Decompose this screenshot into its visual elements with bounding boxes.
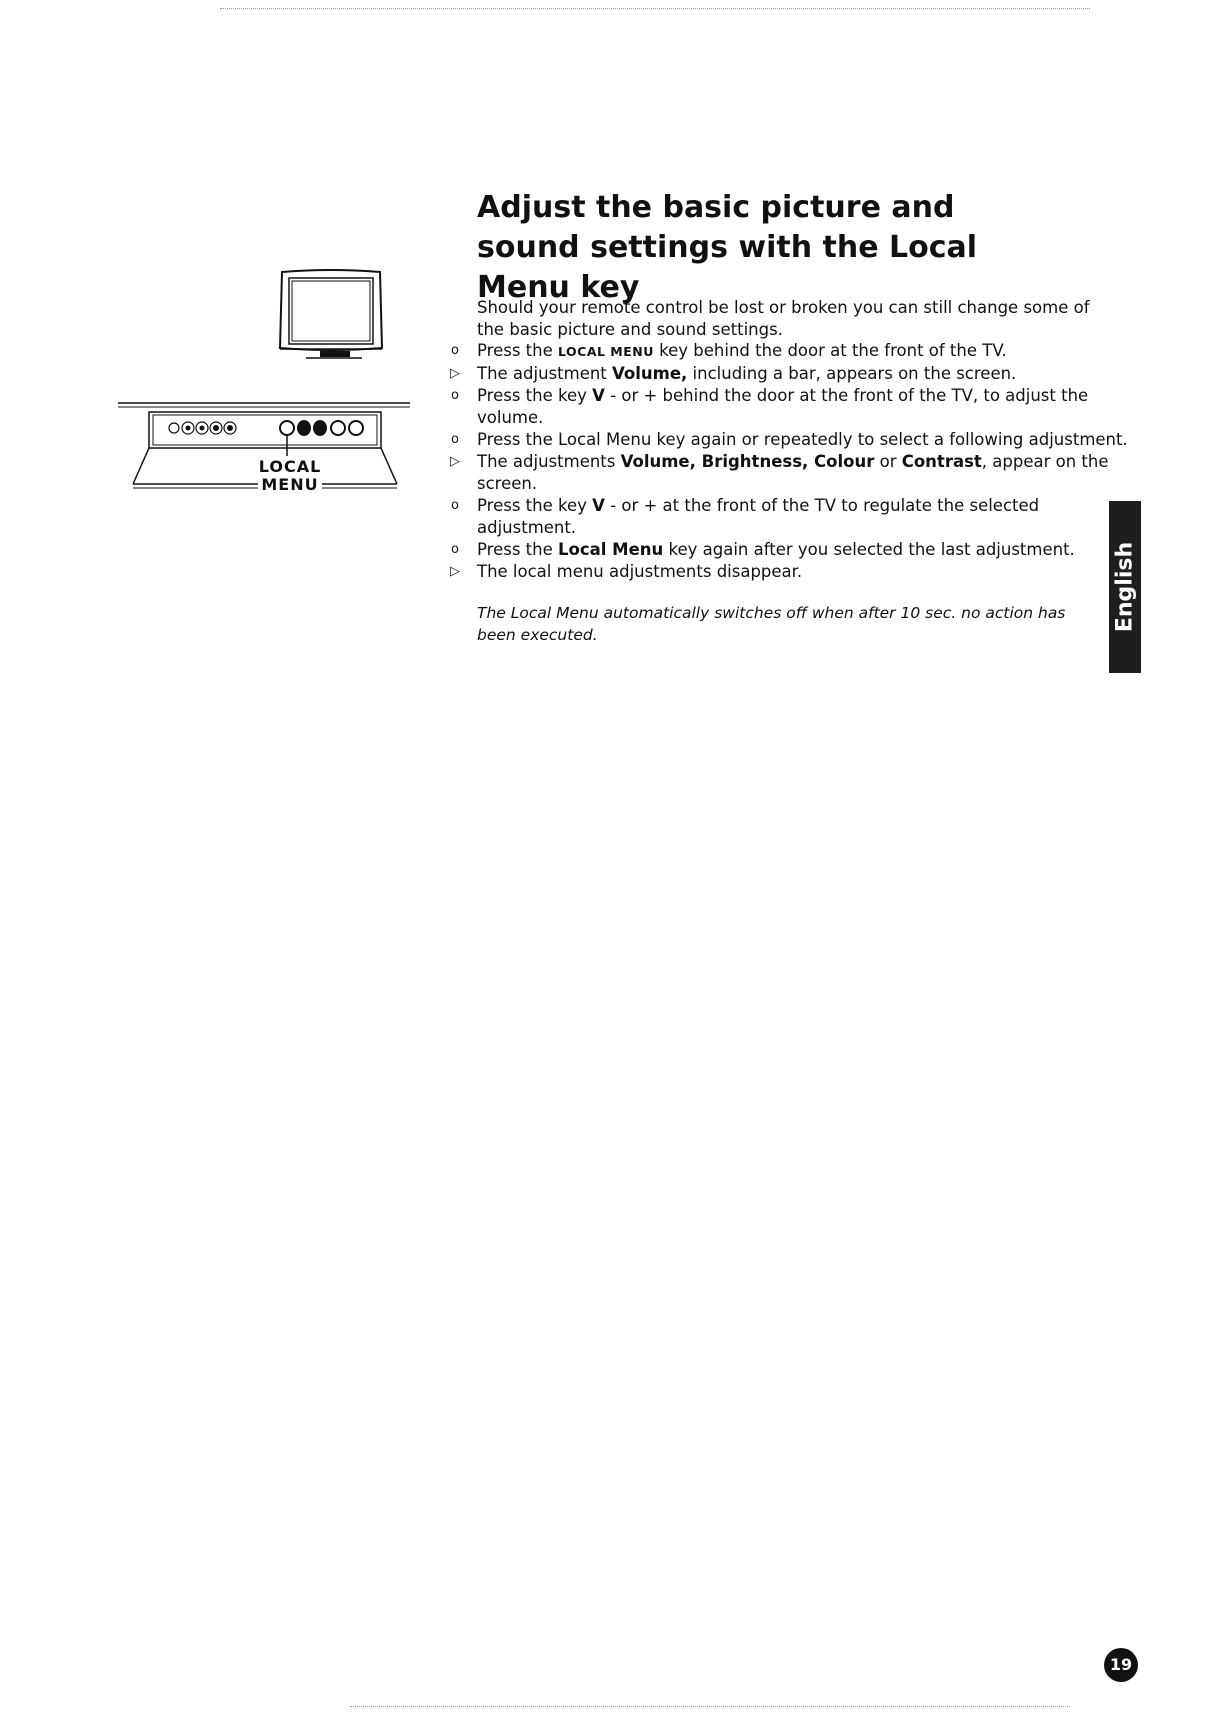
bullet-circle-icon: o <box>451 432 459 447</box>
step-text: Press the key <box>477 386 593 405</box>
step-action <box>440 495 1130 539</box>
page-title: Adjust the basic picture and sound settings with the Local Menu key <box>477 190 978 305</box>
bullet-circle-icon: o <box>451 388 459 403</box>
bullet-circle-icon: o <box>451 498 459 513</box>
step-result <box>440 451 1130 495</box>
step-text: V <box>592 496 605 515</box>
step-text: - or + at the front of the TV to regulate the selected adjustment. <box>477 496 1040 537</box>
step-action <box>440 340 1130 363</box>
step-text: Press the <box>477 540 558 559</box>
step-text: Press the key <box>477 496 593 515</box>
language-tab <box>1109 501 1141 673</box>
step-result <box>440 561 1130 583</box>
bullet-circle-icon: o <box>451 343 459 358</box>
step-text: including a bar, appears on the screen. <box>687 364 1017 383</box>
step-text: or <box>874 452 902 471</box>
step-text: Contrast <box>901 452 982 471</box>
bullet-triangle-icon: ▷ <box>450 366 460 381</box>
step-text: Volume, Brightness, Colour <box>620 452 875 471</box>
step-action <box>440 429 1130 451</box>
step-text: The local menu adjustments disappear. <box>477 562 803 581</box>
bullet-triangle-icon: ▷ <box>450 564 460 579</box>
step-text: V <box>592 386 605 405</box>
step-text: key behind the door at the front of the TV. <box>653 341 1007 360</box>
language-tab-label: English <box>1112 541 1138 633</box>
step-action <box>440 539 1130 561</box>
step-action <box>440 385 1130 429</box>
step-text: LOCAL MENU <box>558 344 654 359</box>
step-text: The adjustment <box>477 364 613 383</box>
note: The Local Menu automatically switches off when after 10 sec. no action has been executed. <box>477 604 1066 644</box>
tv-icon <box>276 268 386 360</box>
panel-label-line1: LOCAL <box>256 458 325 476</box>
intro-paragraph: Should your remote control be lost or broken you can still change some of the basic picture and sound settings. <box>477 298 1090 339</box>
panel-label-line2: MENU <box>258 476 321 494</box>
step-text: Local Menu <box>558 540 664 559</box>
step-text: key again after you selected the last adjustment. <box>663 540 1075 559</box>
step-result <box>440 363 1130 385</box>
bullet-circle-icon: o <box>451 542 459 557</box>
step-text: - or + behind the door at the front of the TV, to adjust the volume. <box>477 386 1089 427</box>
scan-noise-top <box>220 8 1090 11</box>
step-text: Press the Local Menu key again or repeatedly to select a following adjustment. <box>477 430 1128 449</box>
step-text: The adjustments <box>477 452 621 471</box>
scan-noise-bottom <box>350 1706 1070 1709</box>
step-text: Volume, <box>612 364 688 383</box>
instruction-list <box>440 340 1130 583</box>
bullet-triangle-icon: ▷ <box>450 454 460 469</box>
step-text: Press the <box>477 341 558 360</box>
step-text: , appear on the screen. <box>477 452 1109 493</box>
page-number: 19 <box>1104 1648 1138 1682</box>
local-menu-label <box>230 458 350 494</box>
